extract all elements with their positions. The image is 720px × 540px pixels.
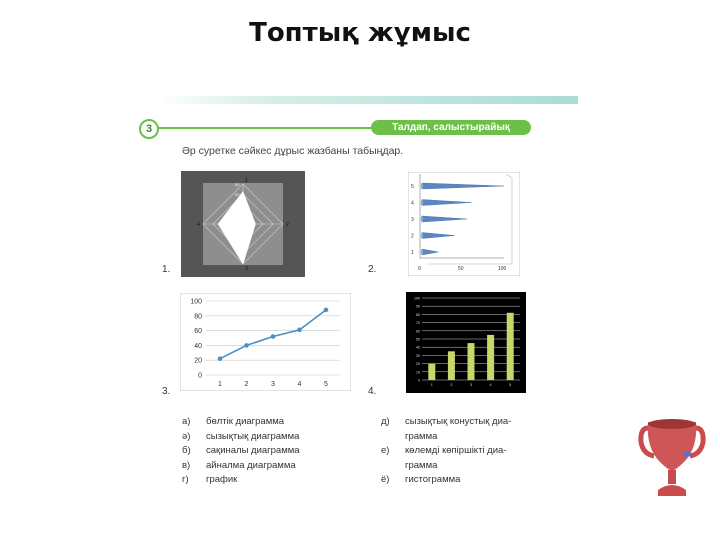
line-point	[271, 334, 276, 339]
line-y-tick: 60	[194, 328, 202, 336]
histogram-y-tick: 50	[416, 337, 420, 342]
cone-base	[421, 200, 423, 206]
radar-ring-label: 80	[235, 182, 240, 187]
radar-chart	[181, 171, 305, 277]
line-x-tick: 4	[297, 381, 302, 388]
histogram-y-tick: 20	[416, 362, 420, 367]
trophy-icon	[638, 418, 708, 502]
line-point	[297, 328, 302, 333]
line-x-tick: 3	[271, 381, 275, 388]
cone-base	[421, 249, 423, 255]
cone-chart	[408, 172, 520, 276]
answers-left	[182, 415, 300, 488]
histogram-y-tick: 40	[416, 345, 420, 350]
answer-option: е) көлемді көпіршікті диа-	[381, 445, 507, 456]
histogram-bar	[487, 335, 494, 380]
histogram-y-tick: 0	[418, 378, 420, 383]
line-x-tick: 2	[244, 381, 249, 388]
radar-ring-label: 60	[235, 192, 240, 197]
line-y-tick: 40	[194, 342, 202, 350]
line-x-tick: 5	[324, 381, 328, 388]
cone-base	[421, 183, 423, 189]
cone-base	[421, 233, 423, 239]
answer-option: б) сақиналы диаграмма	[182, 445, 300, 456]
cone-base	[421, 216, 423, 222]
radar-axis-label: 2	[286, 222, 289, 228]
line-y-tick: 100	[190, 298, 202, 306]
radar-axis-label: 3	[245, 266, 248, 272]
line-y-tick: 20	[194, 357, 202, 365]
radar-axis-label: 4	[197, 222, 200, 228]
cone-category-label: 5	[411, 184, 414, 190]
histogram-x-tick: 1	[430, 383, 433, 387]
figure-label-4: 4.	[368, 386, 377, 397]
cone-x-tick: 0	[418, 266, 421, 272]
histogram-bar	[507, 313, 514, 380]
figure-label-3: 3.	[162, 386, 171, 397]
line-y-tick: 0	[198, 372, 202, 380]
answer-option: ё) гистограмма	[381, 474, 461, 485]
histogram-x-tick: 3	[469, 383, 473, 387]
task-tag: Талдап, салыстырайық	[371, 120, 531, 135]
histogram-x-tick: 2	[450, 383, 453, 387]
line-point	[218, 356, 223, 361]
answer-option: г) график	[182, 474, 238, 485]
histogram-x-tick: 5	[509, 383, 512, 387]
line-point	[244, 343, 249, 348]
histogram-y-tick: 10	[416, 370, 420, 375]
histogram-chart	[406, 292, 526, 393]
line-y-tick: 80	[194, 313, 202, 321]
answer-option: д) сызықтық конустық диа-	[381, 416, 512, 427]
histogram-y-tick: 70	[416, 321, 420, 326]
histogram-y-tick: 80	[416, 312, 420, 317]
histogram-y-tick: 30	[416, 353, 420, 358]
cone-x-tick: 100	[498, 266, 507, 272]
header-band	[160, 96, 578, 104]
line-chart	[180, 293, 351, 391]
slide-title: Топтық жұмыс	[249, 18, 471, 48]
line-point	[324, 308, 329, 313]
answers-right: д) сызықтық конустық диа- грамма е) көлемді көпіршікті диа- грамма ё) гистограмма	[381, 415, 531, 488]
histogram-bar	[448, 351, 455, 380]
answer-option: а) бөлтік диаграмма	[182, 416, 285, 427]
histogram-y-tick: 60	[416, 329, 420, 334]
histogram-y-tick: 100	[414, 296, 420, 301]
task-instruction: Әр суретке сәйкес дұрыс жазбаны табыңдар.	[182, 145, 404, 157]
cone-category-label: 1	[411, 250, 414, 256]
answer-option: ә) сызықтық диаграмма	[182, 430, 300, 442]
histogram-bar	[428, 364, 435, 380]
cone-category-label: 4	[411, 200, 414, 207]
cone-category-label: 2	[411, 233, 414, 240]
line-x-tick: 1	[218, 381, 222, 388]
cone-category-label: 3	[411, 217, 414, 223]
task-number-badge: 3	[139, 119, 159, 139]
histogram-y-tick: 90	[416, 304, 420, 309]
figure-label-2: 2.	[368, 264, 377, 275]
histogram-bar	[468, 343, 475, 380]
cone-x-tick: 50	[458, 266, 464, 272]
answer-option: в) айналма диаграмма	[182, 459, 296, 471]
radar-axis-label: 1	[245, 178, 248, 184]
histogram-x-tick: 4	[489, 383, 492, 387]
figure-label-1: 1.	[162, 264, 171, 275]
